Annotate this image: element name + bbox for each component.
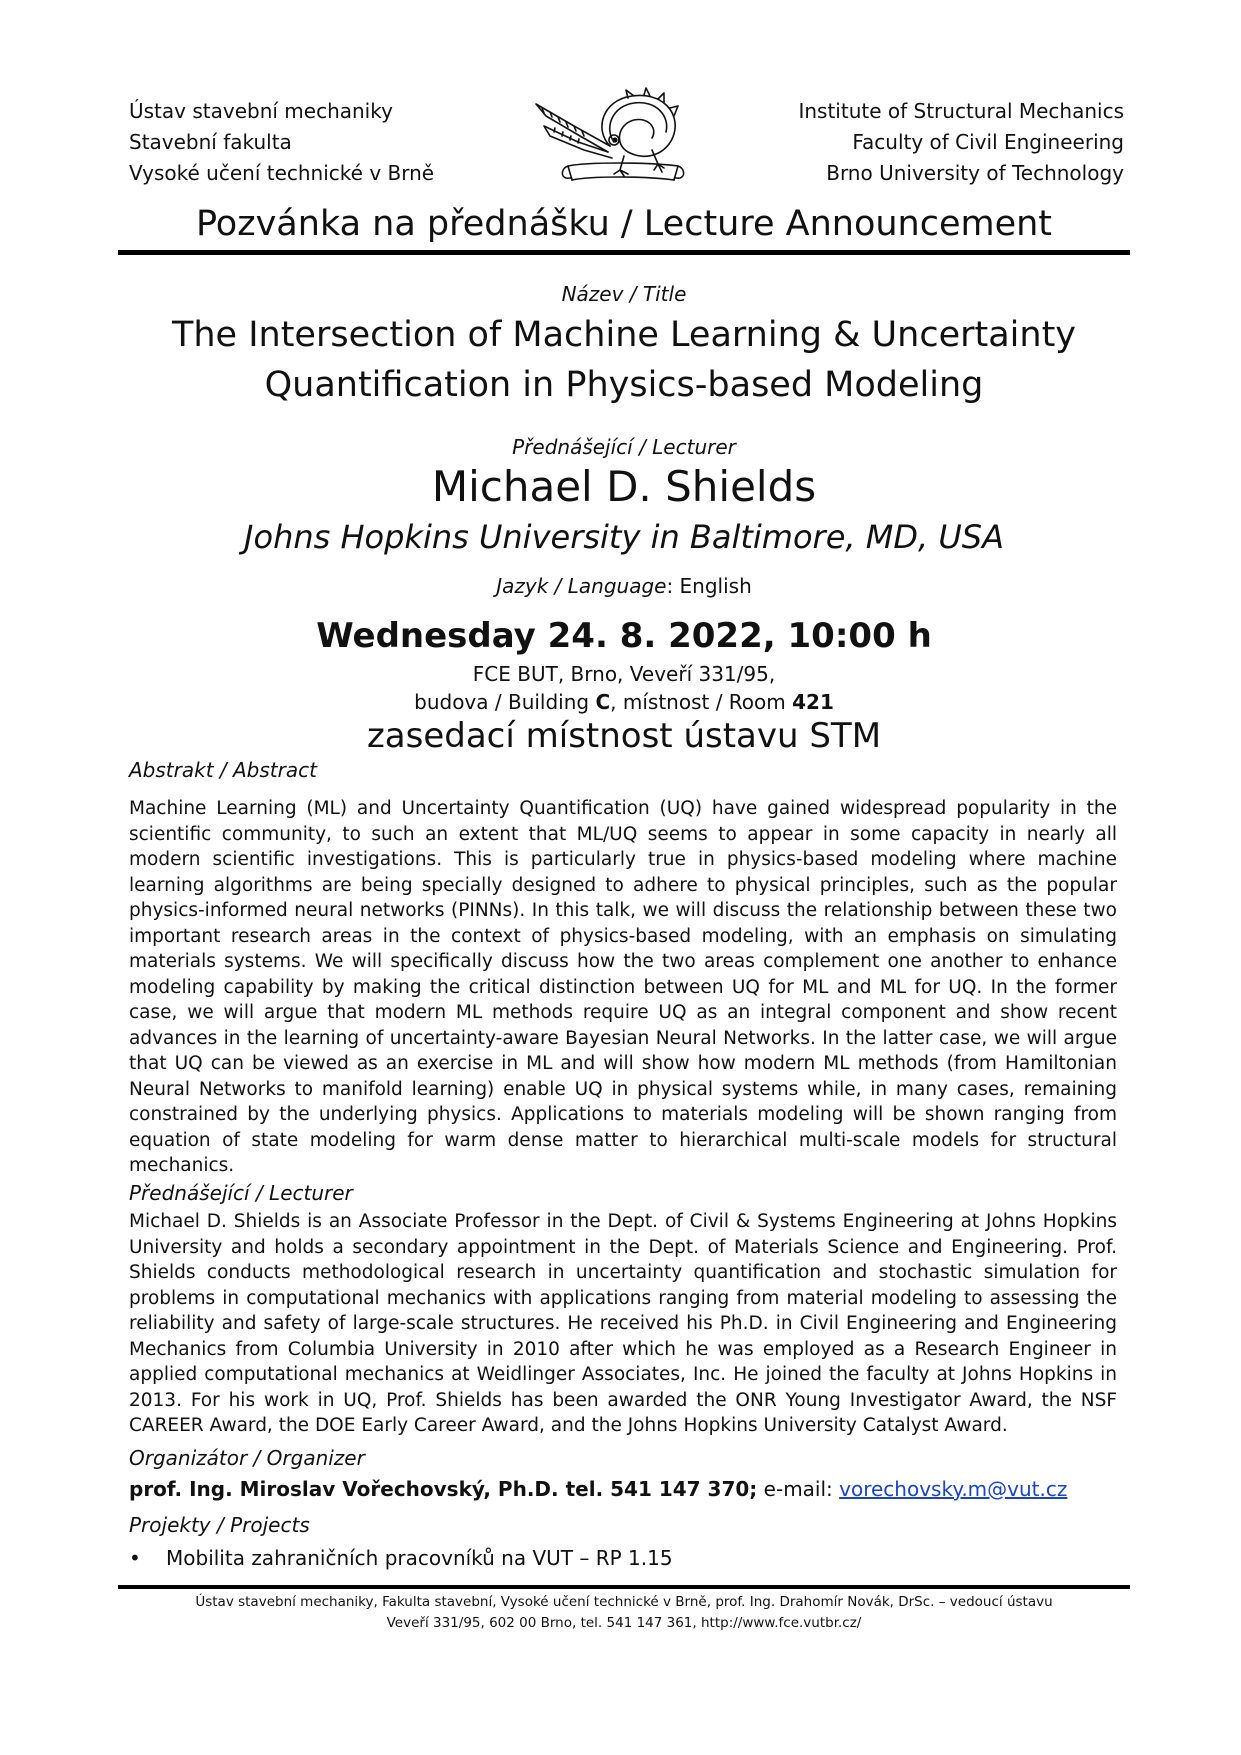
language-label: Jazyk / Language	[496, 574, 667, 598]
building-label: budova / Building	[414, 690, 596, 714]
title-label: Název / Title	[561, 282, 687, 306]
projects-label: Projekty / Projects	[129, 1513, 310, 1537]
language-line	[118, 572, 1130, 600]
announcement-heading: Pozvánka na přednášku / Lecture Announcement	[195, 204, 1053, 244]
room-name: zasedací místnost ústavu STM	[366, 716, 882, 756]
organizer-contact	[129, 1475, 1067, 1503]
address-line-1: FCE BUT, Brno, Veveří 331/95,	[472, 662, 776, 686]
room-label: , místnost / Room	[610, 690, 793, 714]
faculty-name-en: Faculty of Civil Engineering	[852, 130, 1124, 154]
bottom-divider	[118, 1585, 1130, 1589]
lecturer-label: Přednášející / Lecturer	[512, 435, 736, 459]
organizer-email-link[interactable]: vorechovsky.m@vut.cz	[839, 1477, 1068, 1501]
university-name-en: Brno University of Technology	[826, 161, 1124, 185]
project-list-item	[129, 1544, 673, 1572]
institute-name-en: Institute of Structural Mechanics	[798, 99, 1124, 123]
project-name: Mobilita zahraničních pracovníků na VUT – RP 1.15	[166, 1546, 673, 1570]
lecture-datetime: Wednesday 24. 8. 2022, 10:00 h	[316, 616, 932, 656]
header-left-institution	[129, 96, 434, 189]
lecture-title	[118, 310, 1130, 410]
footer-line-2: Veveří 331/95, 602 00 Brno, tel. 541 147 361, http://www.fce.vutbr.cz/	[386, 1615, 862, 1631]
building-value: C	[595, 690, 611, 714]
language-value: : English	[666, 574, 752, 598]
footer-line-1: Ústav stavební mechaniky, Fakulta stavební, Vysoké učení technické v Brně, prof. Ing. Drahomír Novák, DrSc. – vedoucí ústavu	[195, 1594, 1053, 1610]
lecture-title-line-2: Quantification in Physics-based Modeling	[264, 365, 984, 405]
email-label: e-mail:	[757, 1477, 840, 1501]
bio-label: Přednášející / Lecturer	[129, 1181, 353, 1205]
lecture-title-line-1: The Intersection of Machine Learning & Uncertainty	[171, 315, 1077, 355]
top-divider	[118, 250, 1130, 255]
university-name-cz: Vysoké učení technické v Brně	[129, 161, 435, 185]
bullet-icon: •	[129, 1546, 141, 1570]
organizer-label: Organizátor / Organizer	[129, 1446, 365, 1470]
room-value: 421	[792, 690, 834, 714]
bio-text: Michael D. Shields is an Associate Professor in the Dept. of Civil & Systems Engineering at Johns Hopkins University and holds a secondary appointment in the Dept. of Materials Science and Engineering. Prof. Shields conducts methodological research in uncertainty quantification and stochastic simulation for problems in computational mechanics with applications ranging from material modeling to assessing the reliability and safety of large-scale structures. He received his Ph.D. in Civil Engineering and Engineering Mechanics from Columbia University in 2010 after which he was employed as a Research Engineer in applied computational mechanics at Weidlinger Associates, Inc. He joined the faculty at Johns Hopkins in 2013. For his work in UQ, Prof. Shields has been awarded the ONR Young Investigator Award, the NSF CAREER Award, the DOE Early Career Award, and the Johns Hopkins University Catalyst Award.	[129, 1211, 1117, 1436]
abstract-label: Abstrakt / Abstract	[129, 758, 317, 782]
header-right-institution	[798, 96, 1124, 189]
address-line-2	[118, 688, 1130, 716]
speaker-affiliation: Johns Hopkins University in Baltimore, MD, USA	[244, 518, 1004, 556]
abstract-text: Machine Learning (ML) and Uncertainty Quantification (UQ) have gained widespread popularity in the scientific community, to such an extent that ML/UQ seems to appear in some capacity in nearly all modern scientific investigations. This is particularly true in physics-based modeling where machine learning algorithms are being specially designed to adhere to physical principles, such as the popular physics-informed neural networks (PINNs). In this talk, we will discuss the relationship between these two important research areas in the context of physics-based modeling, with an emphasis on simulating materials systems. We will specifically discuss how the two areas complement one another to enhance modeling capability by making the critical distinction between UQ for ML and ML for UQ. In the former case, we will argue that modern ML methods require UQ as an integral component and show recent advances in the learning of uncertainty-aware Bayesian Neural Networks. In the latter case, we will argue that UQ can be viewed as an exercise in ML and will show how modern ML methods (from Hamiltonian Neural Networks to manifold learning) enable UQ in physical systems while, in many cases, remaining constrained by the underlying physics. Applications to materials modeling will be shown ranging from equation of state modeling for warm dense matter to hierarchical multi-scale models for structural mechanics.	[129, 798, 1117, 1176]
organizer-name-tel: prof. Ing. Miroslav Vořechovský, Ph.D. tel. 541 147 370;	[129, 1477, 758, 1501]
faculty-name-cz: Stavební fakulta	[129, 130, 292, 154]
speaker-name: Michael D. Shields	[431, 462, 817, 511]
institute-name-cz: Ústav stavební mechaniky	[129, 99, 393, 123]
crocodile-logo-icon	[528, 86, 700, 190]
